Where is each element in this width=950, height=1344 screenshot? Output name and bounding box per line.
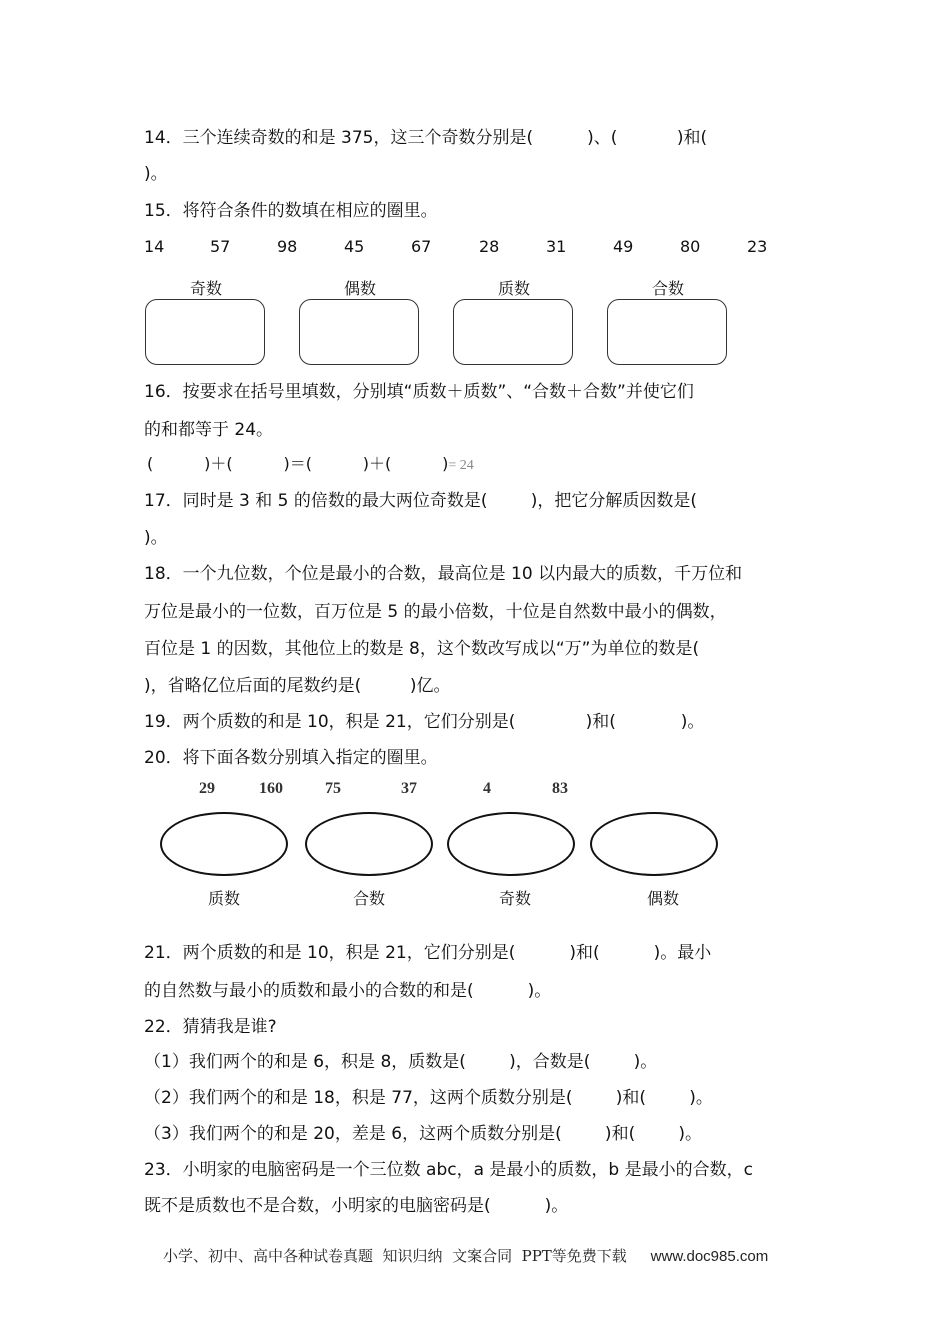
q18-line2: 万位是最小的一位数，百万位是 5 的最小倍数，十位是自然数中最小的偶数，	[144, 602, 727, 622]
q19-line1: 19．两个质数的和是 10，积是 21，它们分别是( )和( )。	[144, 712, 705, 732]
q18-line1: 18．一个九位数，个位是最小的合数，最高位是 10 以内最大的质数，千万位和	[144, 564, 743, 584]
q18-line4: )，省略亿位后面的尾数约是( )亿。	[144, 676, 451, 696]
q20-number: 29	[199, 780, 215, 797]
ellipse-prime[interactable]	[160, 812, 288, 876]
q15-number: 67	[411, 237, 432, 256]
box-label-prime: 质数	[497, 279, 530, 298]
ellipse-odd[interactable]	[447, 812, 575, 876]
q22-sub3: （3）我们两个的和是 20，差是 6，这两个质数分别是( )和( )。	[144, 1124, 703, 1144]
footer	[163, 1245, 768, 1266]
q15-number: 45	[344, 237, 365, 256]
q15-number: 98	[277, 237, 298, 256]
q15-number: 49	[613, 237, 634, 256]
q15-number: 80	[680, 237, 701, 256]
q18-line3: 百位是 1 的因数，其他位上的数是 8，这个数改写成以“万”为单位的数是(	[144, 639, 700, 659]
ellipse-label-composite: 合数	[352, 889, 385, 908]
footer-text: 小学、初中、高中各种试卷真题 知识归纳 文案合同 PPT等免费下载	[163, 1247, 627, 1265]
q21-line2: 的自然数与最小的质数和最小的合数的和是( )。	[144, 981, 552, 1001]
q22-sub1: （1）我们两个的和是 6，积是 8，质数是( )，合数是( )。	[144, 1052, 658, 1072]
q20-number: 160	[259, 780, 283, 797]
q16-line3	[147, 453, 474, 477]
q17-line1: 17．同时是 3 和 5 的倍数的最大两位奇数是( )，把它分解质因数是(	[144, 491, 698, 511]
footer-url[interactable]: www.doc985.com	[650, 1248, 769, 1265]
q15-number: 14	[144, 237, 165, 256]
q17-line2: )。	[144, 528, 168, 548]
box-label-odd: 奇数	[189, 279, 222, 298]
q14-line2: )。	[144, 164, 168, 184]
q21-line1: 21．两个质数的和是 10，积是 21，它们分别是( )和( )。最小	[144, 943, 712, 963]
q15-number: 23	[747, 237, 768, 256]
q16-blanks: ( )＋( )＝( )＋( )	[147, 454, 449, 473]
answer-box-odd[interactable]	[145, 299, 265, 365]
q15-number: 31	[546, 237, 567, 256]
box-label-composite: 合数	[651, 279, 684, 298]
q15-number: 28	[479, 237, 500, 256]
q20-number: 83	[552, 780, 568, 797]
q20-number: 4	[483, 780, 491, 797]
q22-sub2: （2）我们两个的和是 18，积是 77，这两个质数分别是( )和( )。	[144, 1088, 713, 1108]
answer-box-prime[interactable]	[453, 299, 573, 365]
ellipse-even[interactable]	[590, 812, 718, 876]
q22-title: 22．猜猜我是谁?	[144, 1017, 277, 1037]
ellipse-label-even: 偶数	[646, 889, 679, 908]
q23-line1: 23．小明家的电脑密码是一个三位数 abc，a 是最小的质数，b 是最小的合数，c	[144, 1160, 753, 1180]
q23-line2: 既不是质数也不是合数，小明家的电脑密码是( )。	[144, 1196, 569, 1216]
q16-equals-24: = 24	[448, 458, 474, 473]
q15-title: 15．将符合条件的数填在相应的圈里。	[144, 201, 438, 221]
q20-title: 20．将下面各数分别填入指定的圈里。	[144, 748, 438, 768]
answer-box-even[interactable]	[299, 299, 419, 365]
q16-line2: 的和都等于 24。	[144, 420, 274, 440]
q15-number: 57	[210, 237, 231, 256]
q14-line1: 14．三个连续奇数的和是 375，这三个奇数分别是( )、( )和(	[144, 128, 708, 148]
ellipse-label-prime: 质数	[207, 889, 240, 908]
ellipse-label-odd: 奇数	[498, 889, 531, 908]
q20-number: 75	[325, 780, 341, 797]
q16-line1: 16．按要求在括号里填数，分别填“质数＋质数”、“合数＋合数”并使它们	[144, 382, 694, 402]
answer-box-composite[interactable]	[607, 299, 727, 365]
box-label-even: 偶数	[343, 279, 376, 298]
ellipse-composite[interactable]	[305, 812, 433, 876]
q20-number: 37	[401, 780, 417, 797]
